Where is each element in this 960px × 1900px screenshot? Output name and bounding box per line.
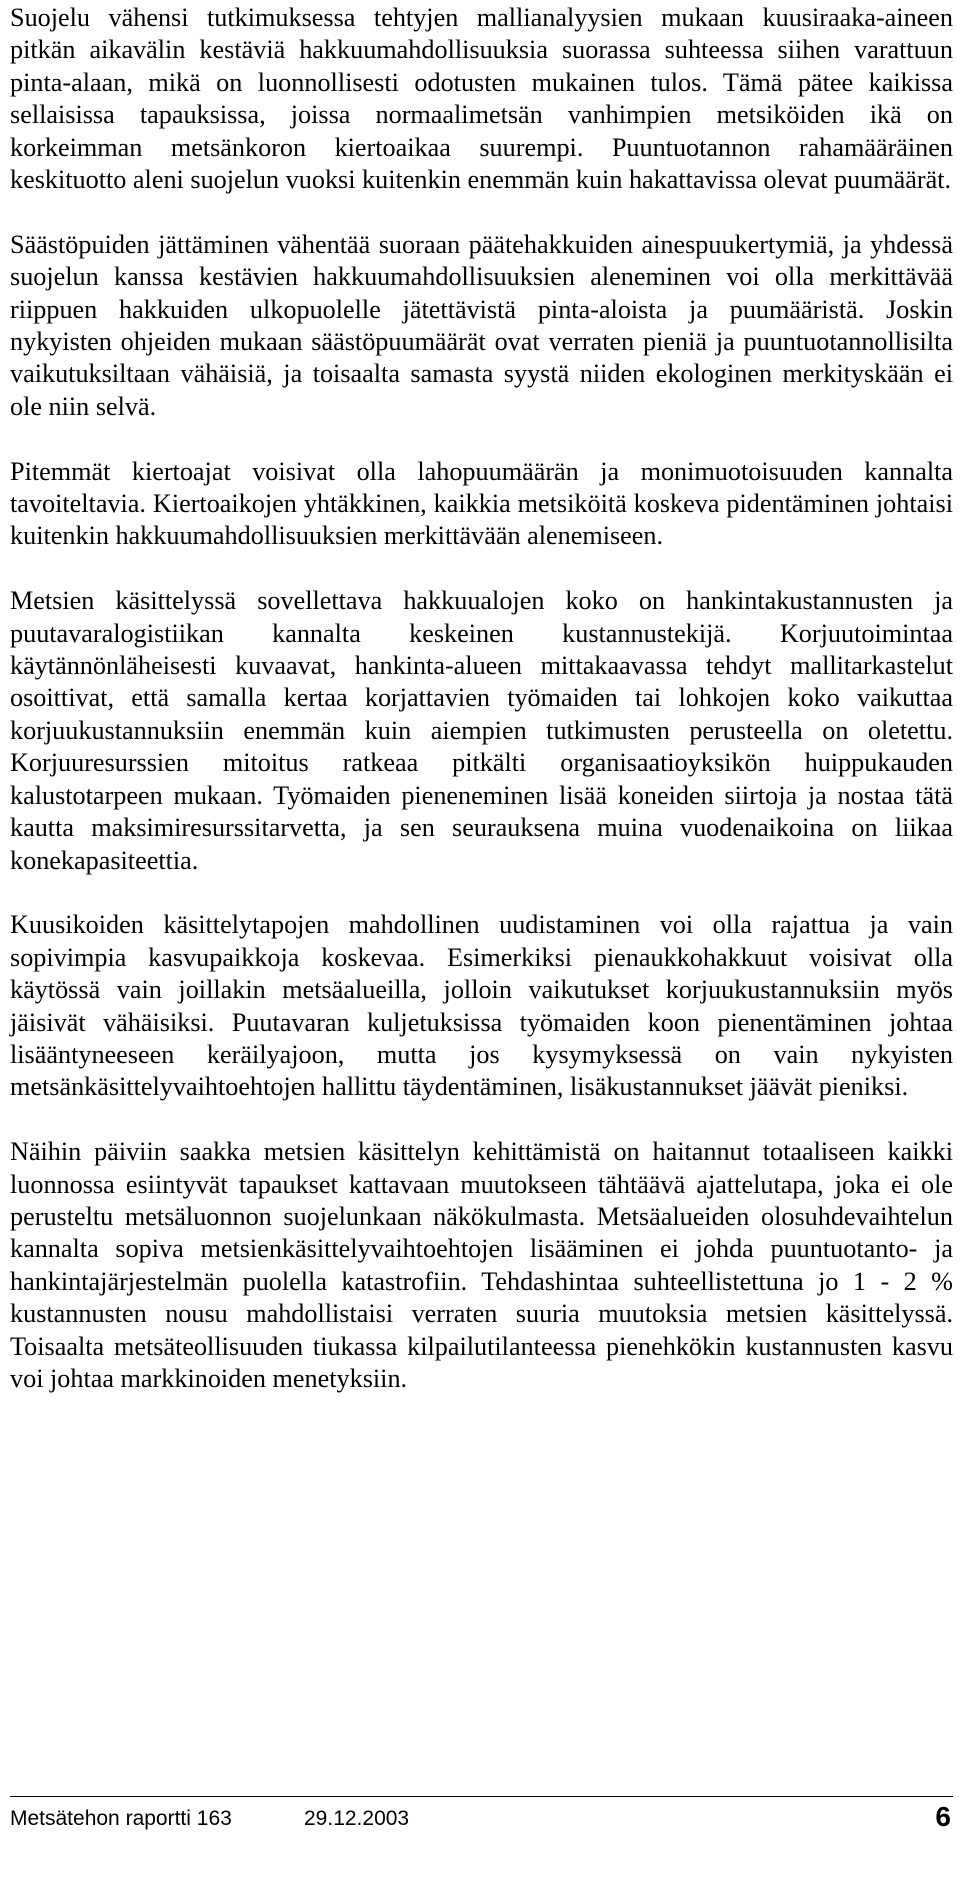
paragraph-4: Metsien käsittelyssä sovellettava hakkuualojen koko on hankintakustannusten ja puutavaralogistiikan kannalta keskeinen kustannustekijä. Korjuutoimintaa käytännönläheisesti kuvaavat, hankinta-alueen mittakaavassa tehdyt mallitarkastelut osoittivat, että samalla kertaa korjattavien työmaiden tai lohkojen koko vaikuttaa korjuukustannuksiin enemmän kuin aiempien tutkimusten perusteella on oletettu. Korjuuresurssien mitoitus ratkeaa pitkälti organisaatioyksikön huippukauden kalustotarpeen mukaan. Työmaiden pieneneminen lisää koneiden siirtoja ja nostaa tätä kautta maksimiresurssitarvetta, ja sen seurauksena muina vuodenaikoina on liikaa konekapasiteettia. bbox=[10, 586, 953, 875]
paragraph-3: Pitemmät kiertoajat voisivat olla lahopuumäärän ja monimuotoisuuden kannalta tavoiteltavia. Kiertoaikojen yhtäkkinen, kaikkia metsiköitä koskeva pidentäminen johtaisi kuitenkin hakkuumahdollisuuksien merkittävään alenemiseen. bbox=[10, 456, 953, 551]
footer-date: 29.12.2003 bbox=[304, 1807, 410, 1830]
page-footer bbox=[10, 1796, 953, 1837]
document-body bbox=[10, 2, 953, 1395]
paragraph-6: Näihin päiviin saakka metsien käsittelyn kehittämistä on haitannut totaaliseen kaikki luonnossa esiintyvät tapaukset kattavaan muutokseen tähtäävä ajattelutapa, joka ei ole perusteltu metsäluonnon suojelunkaan näkökulmasta. Metsäalueiden olosuhdevaihtelun kannalta sopiva metsienkäsittelyvaihtoehtojen lisääminen ei johda puuntuotanto- ja hankintajärjestelmän puolella katastrofiin. Tehdashintaa suhteellistettuna jo 1 - 2 % kustannusten nousu mahdollistaisi verraten suuria muutoksia metsien käsittelyssä. Toisaalta metsäteollisuuden tiukassa kilpailutilanteessa pienehkökin kustannusten kasvu voi johtaa markkinoiden menetyksiin. bbox=[10, 1137, 953, 1393]
footer-page-number: 6 bbox=[935, 1801, 951, 1832]
paragraph-5: Kuusikoiden käsittelytapojen mahdollinen uudistaminen voi olla rajattua ja vain sopivimpia kasvupaikkoja koskevaa. Esimerkiksi pienaukkohakkuut voisivat olla käytössä vain joillakin metsäalueilla, jolloin vaikutukset korjuukustannuksiin myös jäisivät vähäisiksi. Puutavaran kuljetuksissa työmaiden koon pienentäminen johtaa lisääntyneeseen keräilyajoon, mutta jos kysymyksessä on vain nykyisten metsänkäsittelyvaihtoehtojen hallittu täydentäminen, lisäkustannukset jäävät pieniksi. bbox=[10, 910, 953, 1102]
paragraph-2: Säästöpuiden jättäminen vähentää suoraan päätehakkuiden ainespuukertymiä, ja yhdessä suojelun kanssa kestävien hakkuumahdollisuuksien aleneminen voi olla merkittävää riippuen hakkuiden ulkopuolelle jätettävistä pinta-aloista ja puumääristä. Joskin nykyisten ohjeiden mukaan säästöpuumäärät ovat verraten pieniä ja puuntuotannollisilta vaikutuksiltaan vähäisiä, ja toisaalta samasta syystä niiden ekologinen merkityskään ei ole niin selvä. bbox=[10, 229, 953, 421]
footer-report-title: Metsätehon raportti 163 bbox=[10, 1807, 232, 1830]
paragraph-1: Suojelu vähensi tutkimuksessa tehtyjen mallianalyysien mukaan kuusiraaka-aineen pitkän aikavälin kestäviä hakkuumahdollisuuksia suorassa suhteessa siihen varattuun pinta-alaan, mikä on luonnollisesti odotusten mukainen tulos. Tämä pätee kaikissa sellaisissa tapauksissa, joissa normaalimetsän vanhimpien metsiköiden ikä on korkeimman metsänkoron kiertoaikaa suurempi. Puuntuotannon rahamääräinen keskituotto aleni suojelun vuoksi kuitenkin enemmän kuin hakattavissa olevat puumäärät. bbox=[10, 3, 953, 195]
